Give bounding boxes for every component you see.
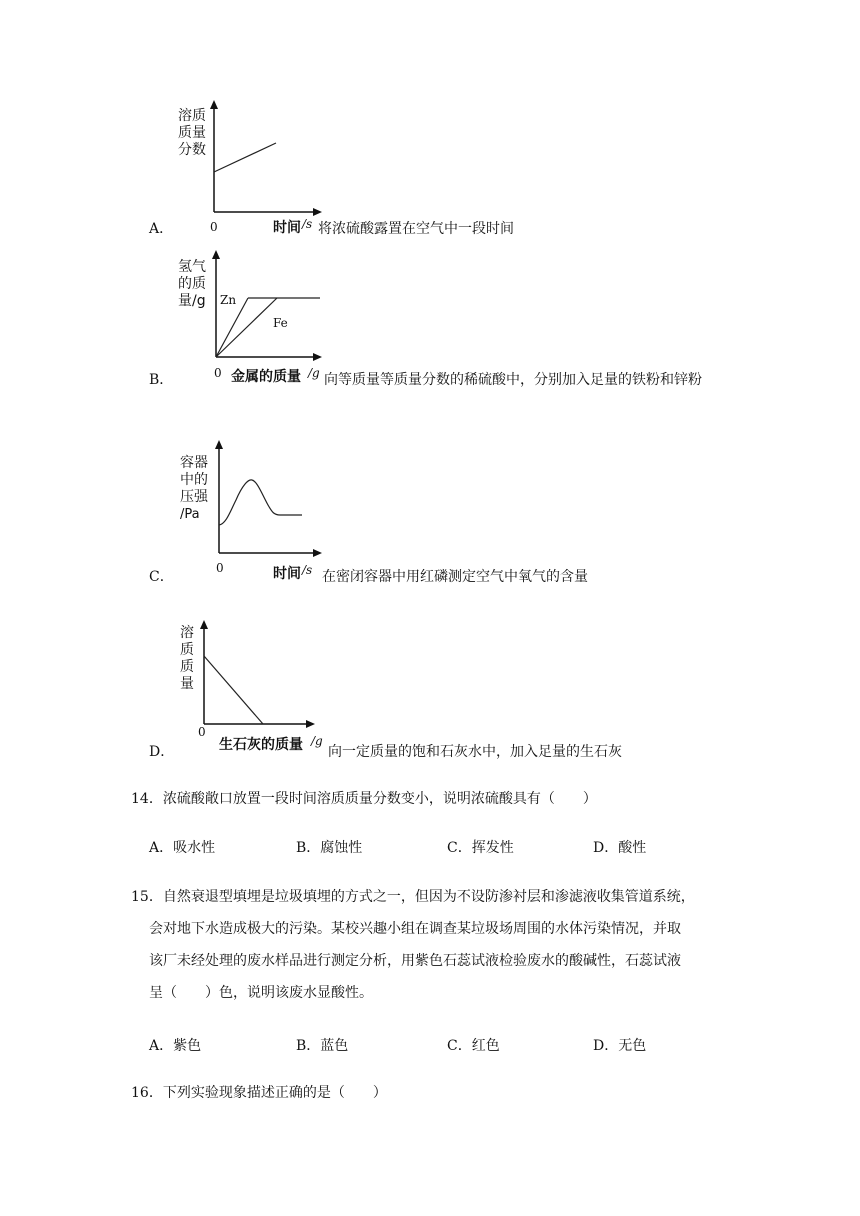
question-15-line-3: 该厂未经处理的废水样品进行测定分析，用紫色石蕊试液检验废水的酸碱性，石蕊试液 bbox=[149, 953, 681, 969]
graph-c-x-arrow bbox=[313, 549, 322, 557]
graph-c bbox=[200, 440, 330, 558]
graph-c-xlabel: 时间 bbox=[273, 566, 301, 582]
graph-a bbox=[200, 100, 330, 220]
graph-b-y-arrow bbox=[212, 250, 220, 259]
question-15-option-c[interactable]: C．红色 bbox=[447, 1038, 500, 1054]
graph-d bbox=[196, 620, 326, 730]
question-15-option-d[interactable]: D．无色 bbox=[593, 1038, 647, 1054]
question-14-stem: 14．浓硫酸敞口放置一段时间溶质质量分数变小，说明浓硫酸具有（ ） bbox=[131, 791, 597, 807]
question-15-option-a[interactable]: A．紫色 bbox=[149, 1038, 202, 1054]
option-b-letter: B． bbox=[149, 372, 174, 388]
graph-a-xunit: /s bbox=[302, 217, 313, 231]
graph-d-curve bbox=[204, 656, 263, 724]
graph-a-y-arrow bbox=[210, 100, 218, 109]
option-a-letter: A． bbox=[149, 221, 174, 237]
question-14-option-b[interactable]: B．腐蚀性 bbox=[296, 840, 363, 856]
graph-b-xlabel: 金属的质量 bbox=[231, 369, 301, 385]
option-c-letter: C． bbox=[149, 569, 174, 585]
graph-b-series-zn: Zn bbox=[220, 293, 237, 307]
graph-d-y-arrow bbox=[200, 620, 208, 629]
graph-a-origin: 0 bbox=[210, 220, 218, 234]
option-a-text: 将浓硫酸露置在空气中一段时间 bbox=[318, 221, 514, 237]
question-15-line-2: 会对地下水造成极大的污染。某校兴趣小组在调查某垃圾场周围的水体污染情况，并取 bbox=[149, 921, 681, 937]
option-b-text: 向等质量等质量分数的稀硫酸中，分别加入足量的铁粉和锌粉 bbox=[324, 372, 702, 388]
graph-b-origin: 0 bbox=[214, 366, 222, 380]
graph-a-curve bbox=[214, 143, 276, 172]
graph-d-xunit: /g bbox=[311, 734, 323, 748]
graph-c-curve bbox=[219, 480, 302, 525]
question-16-stem: 16．下列实验现象描述正确的是（ ） bbox=[131, 1085, 387, 1101]
graph-a-x-arrow bbox=[313, 208, 322, 216]
graph-c-y-arrow bbox=[215, 440, 223, 449]
graph-d-x-arrow bbox=[306, 720, 315, 728]
graph-d-ylabel: 溶 质 质 量 bbox=[180, 625, 194, 692]
graph-b-xunit: /g bbox=[308, 366, 320, 380]
option-c-text: 在密闭容器中用红磷测定空气中氧气的含量 bbox=[322, 569, 588, 585]
question-14-option-a[interactable]: A．吸水性 bbox=[149, 840, 216, 856]
graph-b-x-arrow bbox=[313, 353, 322, 361]
graph-a-ylabel: 溶质 质量 分数 bbox=[178, 108, 206, 158]
option-d-text: 向一定质量的饱和石灰水中，加入足量的生石灰 bbox=[328, 744, 622, 760]
question-14-option-d[interactable]: D．酸性 bbox=[593, 840, 647, 856]
graph-c-origin: 0 bbox=[216, 561, 224, 575]
graph-d-xlabel: 生石灰的质量 bbox=[219, 737, 303, 753]
graph-a-xlabel: 时间 bbox=[273, 220, 301, 236]
question-14-option-c[interactable]: C．挥发性 bbox=[447, 840, 514, 856]
graph-d-origin: 0 bbox=[198, 725, 206, 739]
graph-c-ylabel: 容器 中的 压强 /Pa bbox=[180, 455, 208, 522]
question-15-line-4: 呈（ ）色，说明该废水显酸性。 bbox=[149, 985, 373, 1001]
graph-c-xunit: /s bbox=[302, 563, 313, 577]
graph-b-series-fe: Fe bbox=[273, 316, 288, 330]
graph-b-ylabel: 氢气 的质 量/g bbox=[178, 259, 206, 309]
question-15-line-1: 15．自然衰退型填埋是垃圾填埋的方式之一，但因为不设防渗衬层和渗滤液收集管道系统， bbox=[131, 889, 695, 905]
question-15-option-b[interactable]: B．蓝色 bbox=[296, 1038, 349, 1054]
option-d-letter: D． bbox=[149, 744, 175, 760]
